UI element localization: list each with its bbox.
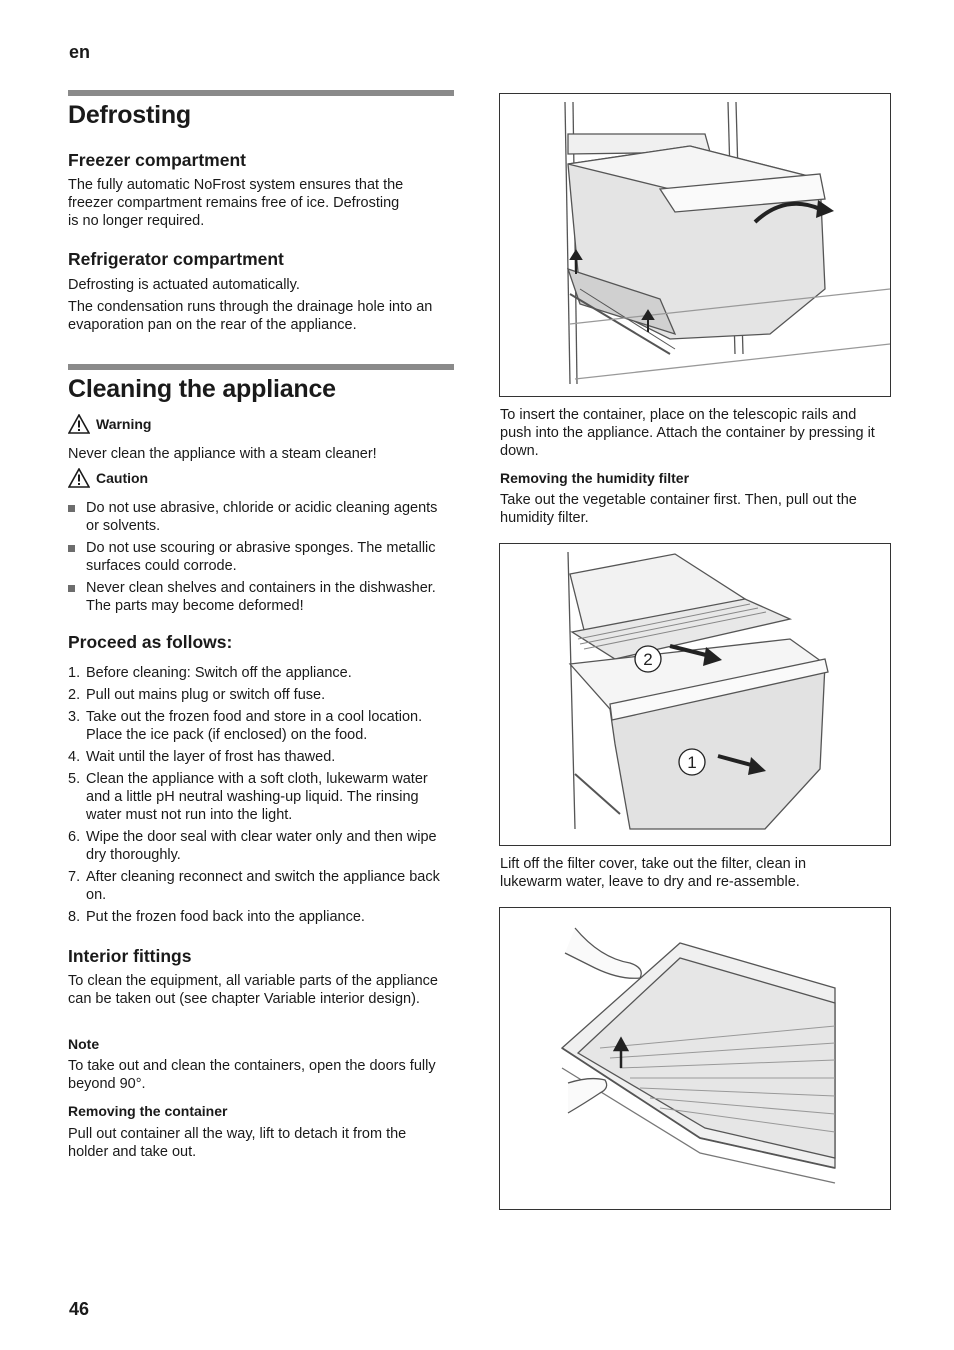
page-number: 46 [69,1299,90,1319]
section-divider [68,90,454,96]
removing-container-text: Pull out container all the way, lift to detach it from the holder and take out. [68,1126,407,1160]
humidity-heading: Removing the humidity filter [500,470,690,486]
filter-removal-drawing [500,544,890,845]
procedure-step: 7. After cleaning reconnect and switch the appliance back on. [68,869,440,903]
step-1-marker [679,749,705,775]
procedure-step: 4. Wait until the layer of frost has thawed. [68,749,336,765]
filter-cover-drawing [500,908,890,1209]
procedure-step: 8. Put the frozen food back into the appliance. [68,909,365,925]
note-label: Note [68,1036,100,1052]
interior-heading: Interior fittings [68,946,192,966]
freezer-heading: Freezer compartment [68,150,246,170]
warning-heading [68,414,454,434]
warning-triangle-icon [68,414,90,434]
refrigerator-text-1: Defrosting is actuated automatically. [68,277,300,293]
language-code: en [69,42,91,62]
step-1-label: 1 [687,753,697,772]
section-divider [68,364,454,370]
caution-item: Do not use scouring or abrasive sponges. The metallic surfaces could corrode. [68,539,448,575]
freezer-text: The fully automatic NoFrost system ensures that the freezer compartment remains free of ice. Defrosting is no longer required. [68,177,404,229]
humidity-text: Take out the vegetable container first. Then, pull out the humidity filter. [500,492,857,526]
step-2-label: 2 [643,650,653,669]
removing-container-heading: Removing the container [68,1103,228,1119]
procedure-step: 6. Wipe the door seal with clear water only and then wipe dry thoroughly. [68,829,437,863]
step-2-marker [635,646,661,672]
filter-cover-illustration [499,907,891,1210]
procedure-step: 1. Before cleaning: Switch off the appliance. [68,665,352,681]
caution-triangle-icon [68,468,90,488]
interior-text: To clean the equipment, all variable parts of the appliance can be taken out (see chapter Variable interior design). [68,973,438,1007]
container-drawing [500,94,890,396]
caution-item: Do not use abrasive, chloride or acidic cleaning agents or solvents. [68,499,448,535]
humidity-filter-illustration [499,543,891,846]
caution-list [68,499,448,619]
procedure-steps [68,664,454,930]
caution-label: Caution [96,470,149,486]
container-rails-illustration [499,93,891,397]
proceed-heading: Proceed as follows: [68,632,233,652]
caution-heading [68,468,454,488]
defrosting-title: Defrosting [68,101,192,129]
procedure-step: 3. Take out the frozen food and store in a cool location. Place the ice pack (if enclosed) on the food. [68,709,423,743]
insert-text: To insert the container, place on the telescopic rails and push into the appliance. Attach the container by pressing it down. [500,407,875,459]
warning-text: Never clean the appliance with a steam cleaner! [68,446,377,462]
cleaning-title: Cleaning the appliance [68,375,336,403]
refrigerator-heading: Refrigerator compartment [68,249,284,269]
warning-label: Warning [96,416,152,432]
procedure-step: 2. Pull out mains plug or switch off fuse. [68,687,326,703]
refrigerator-text-2: The condensation runs through the drainage hole into an evaporation pan on the rear of the appliance. [68,299,433,333]
note-text: To take out and clean the containers, open the doors fully beyond 90°. [68,1058,436,1092]
caution-item: Never clean shelves and containers in the dishwasher. The parts may become deformed! [68,579,448,615]
procedure-step: 5. Clean the appliance with a soft cloth, lukewarm water and a little pH neutral washing-up liquid. The rinsing water must not run into the light. [68,771,428,823]
filter-text: Lift off the filter cover, take out the filter, clean in lukewarm water, leave to dry and re-assemble. [500,856,807,890]
